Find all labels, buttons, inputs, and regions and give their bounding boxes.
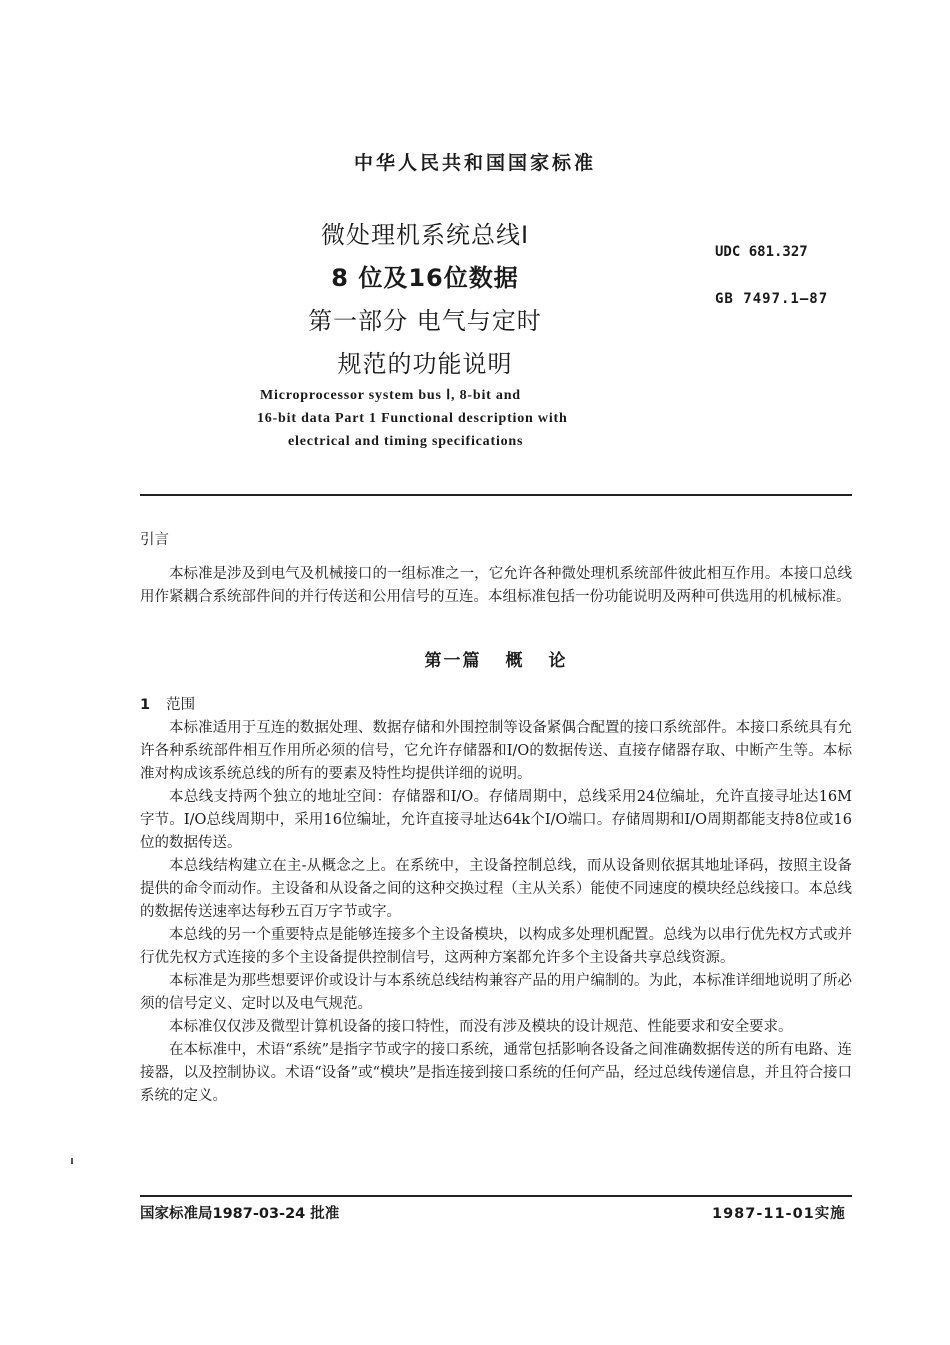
scope-heading [140,693,195,714]
standard-organization-header: 中华人民共和国国家标准 [353,152,596,174]
part-heading-word-1: 第一篇 [424,651,482,671]
title-line-2: 8 位及16位数据 [331,264,519,292]
udc-code: UDC 681.327 [715,244,808,260]
scope-paragraph-5: 本标准是为那些想要评价或设计与本系统总线结构兼容产品的用户编制的。为此，本标准详细地说明了所必须的信号定义、定时以及电气规范。 [140,973,852,1012]
intro-section [140,563,852,609]
intro-heading: 引言 [140,532,169,548]
scope-paragraph-4: 本总线的另一个重要特点是能够连接多个主设备模块，以构成多处理机配置。总线为以串行优先权方式或并行优先权方式连接的多个主设备提供控制信号，这两种方案都允许多个主设备共享总线资源。 [140,927,852,966]
approval-date: 国家标准局1987-03-24 批准 [140,1206,340,1222]
top-divider [140,494,852,496]
intro-paragraph: 本标准是涉及到电气及机械接口的一组标准之一，它允许各种微处理机系统部件彼此相互作用。本接口总线用作紧耦合系统部件间的并行传送和公用信号的互连。本组标准包括一份功能说明及两种可供选用的机械标准。 [140,566,852,605]
part-heading-word-2: 概 [505,651,525,671]
english-title-line-3: electrical and timing specifications [288,434,524,449]
margin-mark [71,1158,73,1164]
scope-paragraph-2: 本总线支持两个独立的地址空间：存储器和I/O。存储周期中，总线采用24位编址，允许直接寻址达16M字节。I/O总线周期中，采用16位编址，允许直接寻址达64k个I/O端口。存储周期和I/O周期都能支持8位或16位的数据传送。 [140,789,852,851]
title-line-1: 微处理机系统总线Ⅰ [320,221,530,249]
scope-section-number: 1 [140,697,151,713]
bottom-divider [140,1195,852,1197]
english-title-line-1: Microprocessor system bus Ⅰ, 8-bit and [260,388,521,403]
part-one-heading [140,646,852,671]
english-title-line-2: 16-bit data Part 1 Functional description with [257,411,568,426]
english-title [200,384,760,453]
scope-section-title: 范围 [166,697,196,713]
scope-paragraph-3: 本总线结构建立在主-从概念之上。在系统中，主设备控制总线，而从设备则依据其地址译码，按照主设备提供的命令而动作。主设备和从设备之间的这种交换过程（主从关系）能使不同速度的模块经总线接口。本总线的数据传送速率达每秒五百万字节或字。 [140,858,852,920]
title-line-4: 规范的功能说明 [337,350,513,378]
effective-date: 1987-11-01实施 [712,1206,846,1222]
scope-paragraph-7: 在本标准中，术语“系统”是指字节或字的接口系统，通常包括影响各设备之间准确数据传送的所有电路、连接器，以及控制协议。术语“设备”或“模块”是指连接到接口系统的任何产品，经过总线传递信息，并且符合接口系统的定义。 [140,1042,852,1104]
chinese-title [200,214,650,386]
scope-section [140,717,852,1108]
part-heading-word-3: 论 [548,651,568,671]
title-line-3: 第一部分 电气与定时 [308,307,542,335]
gb-standard-code: GB 7497.1—87 [715,291,829,307]
scope-paragraph-6: 本标准仅仅涉及微型计算机设备的接口特性，而没有涉及模块的设计规范、性能要求和安全要求。 [169,1019,793,1035]
scope-paragraph-1: 本标准适用于互连的数据处理、数据存储和外围控制等设备紧偶合配置的接口系统部件。本接口系统具有允许各种系统部件相互作用所必须的信号，它允许存储器和I/O的数据传送、直接存储器存取、中断产生等。本标准对构成该系统总线的所有的要素及特性均提供详细的说明。 [140,720,852,782]
